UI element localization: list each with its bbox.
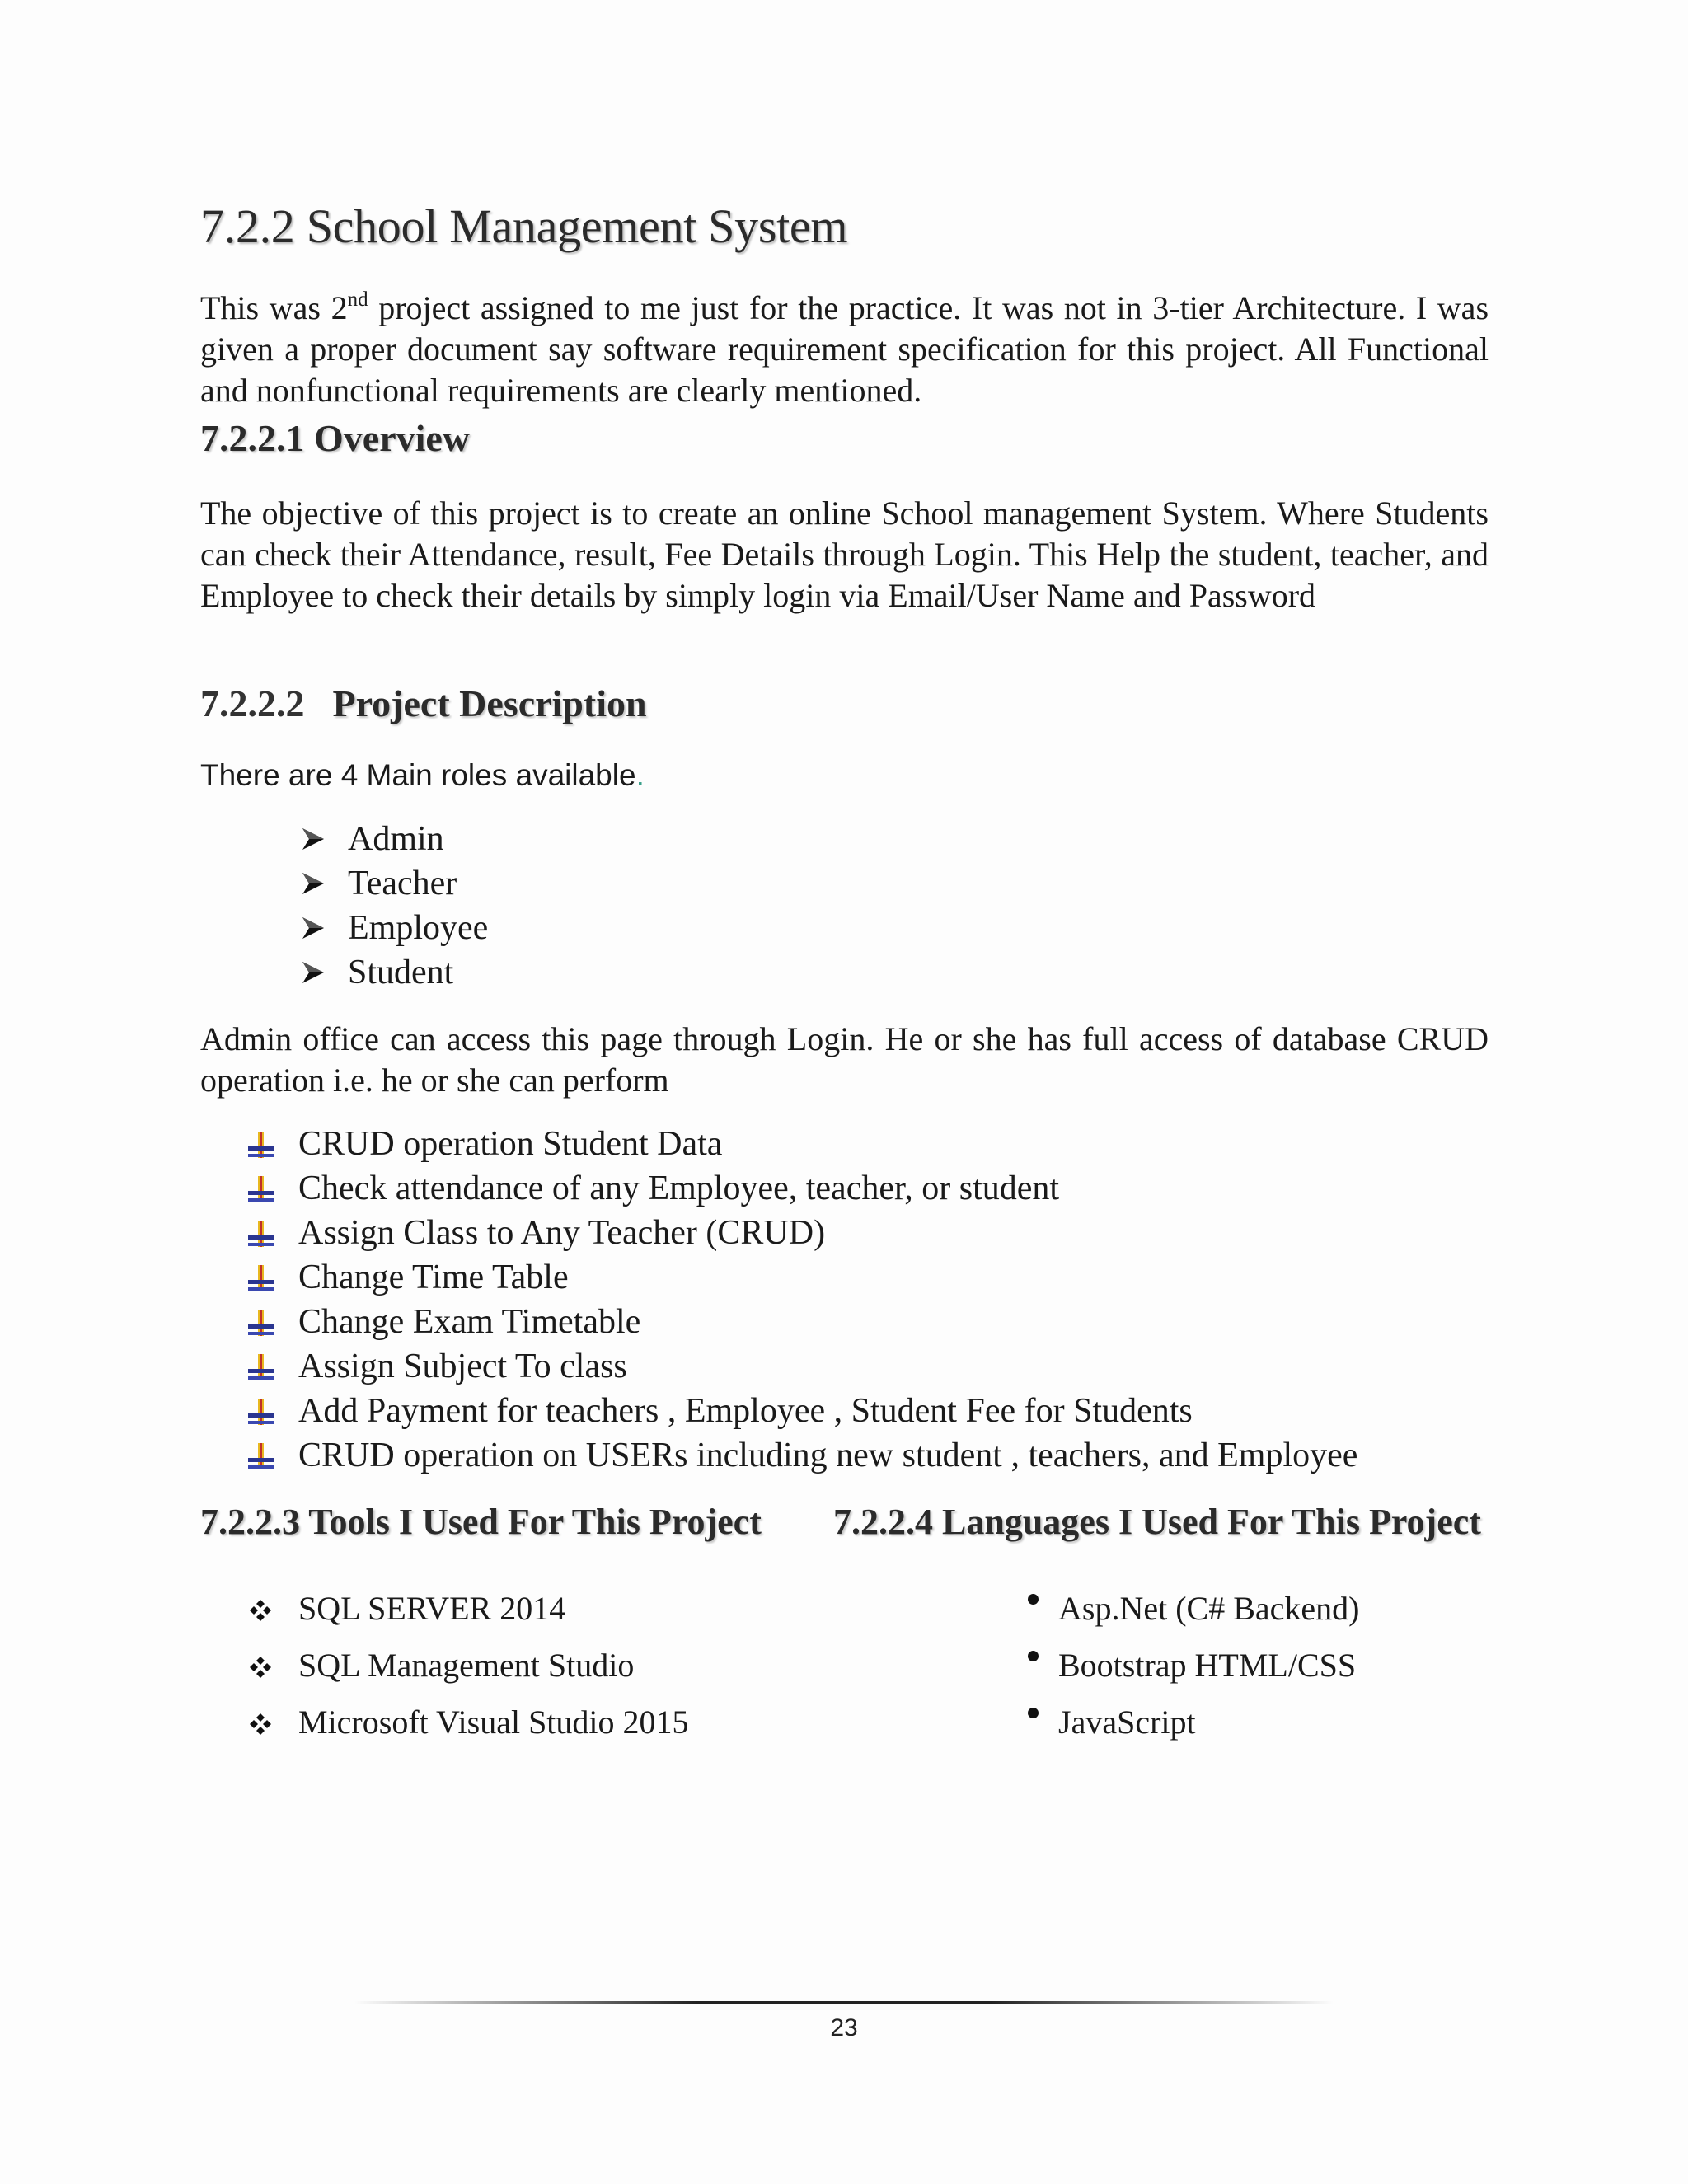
tool-item xyxy=(247,1694,689,1750)
roles-intro-period: . xyxy=(635,758,645,792)
tool-item-label: SQL Management Studio xyxy=(298,1647,635,1684)
language-item xyxy=(1025,1637,1359,1694)
intro-text-start: This was 2 xyxy=(200,289,348,326)
intro-superscript: nd xyxy=(347,288,368,311)
arrowhead-bullet-icon xyxy=(301,950,348,995)
overview-heading: 7.2.2.1 Overview xyxy=(200,417,471,459)
role-item-label: Teacher xyxy=(348,865,457,902)
language-item xyxy=(1025,1694,1359,1750)
plus-arrow-bullet-icon xyxy=(247,1166,298,1211)
intro-text-rest: project assigned to me just for the practice. It was not in 3-tier Architecture. I was given a proper document say software requirement specification for this project. All Functional and nonfunctional requirements are clearly mentioned. xyxy=(200,289,1489,409)
four-diamond-bullet-icon xyxy=(247,1694,298,1750)
role-item xyxy=(301,950,488,995)
admin-operation-item xyxy=(247,1255,1357,1300)
plus-arrow-bullet-icon xyxy=(247,1433,298,1478)
language-item xyxy=(1025,1580,1359,1637)
languages-heading: 7.2.2.4 Languages I Used For This Project xyxy=(833,1502,1481,1542)
roles-intro-text: There are 4 Main roles available xyxy=(200,758,636,792)
role-item xyxy=(301,817,488,861)
language-item-label: JavaScript xyxy=(1058,1704,1196,1741)
four-diamond-bullet-icon xyxy=(247,1637,298,1694)
page-number: 23 xyxy=(830,2014,858,2041)
admin-operation-item-label: CRUD operation Student Data xyxy=(298,1125,723,1163)
arrowhead-bullet-icon xyxy=(301,906,348,950)
admin-operation-item xyxy=(247,1300,1357,1344)
tools-list xyxy=(247,1580,689,1750)
admin-operation-item xyxy=(247,1166,1357,1211)
admin-operation-item-label: Assign Class to Any Teacher (CRUD) xyxy=(298,1214,826,1252)
language-item-label: Bootstrap HTML/CSS xyxy=(1058,1647,1357,1684)
role-item xyxy=(301,861,488,906)
admin-operations-list xyxy=(247,1122,1357,1478)
description-heading xyxy=(200,681,647,727)
role-item-label: Employee xyxy=(348,909,489,947)
tool-item-label: SQL SERVER 2014 xyxy=(298,1590,566,1627)
tools-heading: 7.2.2.3 Tools I Used For This Project xyxy=(200,1502,762,1542)
admin-operation-item xyxy=(247,1122,1357,1166)
role-item-label: Student xyxy=(348,954,454,991)
plus-arrow-bullet-icon xyxy=(247,1300,298,1344)
four-diamond-bullet-icon xyxy=(247,1580,298,1637)
admin-operation-item xyxy=(247,1389,1357,1433)
description-heading-title: Project Description xyxy=(332,682,647,724)
admin-operation-item xyxy=(247,1344,1357,1389)
section-heading: 7.2.2 School Management System xyxy=(200,199,848,253)
footer-rule xyxy=(354,2001,1334,2004)
admin-operation-item-label: Change Time Table xyxy=(298,1258,569,1296)
arrowhead-bullet-icon xyxy=(301,817,348,861)
admin-operation-item-label: CRUD operation on USERs including new student , teachers, and Employee xyxy=(298,1436,1358,1474)
tool-item xyxy=(247,1637,689,1694)
plus-arrow-bullet-icon xyxy=(247,1122,298,1166)
roles-list xyxy=(301,817,488,995)
admin-operation-item xyxy=(247,1433,1357,1478)
admin-operation-item xyxy=(247,1211,1357,1255)
dot-bullet-icon xyxy=(1025,1580,1058,1637)
admin-operation-item-label: Add Payment for teachers , Employee , Student Fee for Students xyxy=(298,1392,1193,1430)
languages-list xyxy=(1025,1580,1359,1750)
plus-arrow-bullet-icon xyxy=(247,1389,298,1433)
admin-operation-item-label: Check attendance of any Employee, teacher, or student xyxy=(298,1169,1060,1207)
plus-arrow-bullet-icon xyxy=(247,1211,298,1255)
role-item xyxy=(301,906,488,950)
arrowhead-bullet-icon xyxy=(301,861,348,906)
admin-operation-item-label: Change Exam Timetable xyxy=(298,1303,641,1341)
admin-operation-item-label: Assign Subject To class xyxy=(298,1347,627,1385)
dot-bullet-icon xyxy=(1025,1694,1058,1750)
role-item-label: Admin xyxy=(348,820,444,858)
tool-item-label: Microsoft Visual Studio 2015 xyxy=(298,1704,689,1741)
description-heading-number: 7.2.2.2 xyxy=(200,682,305,724)
plus-arrow-bullet-icon xyxy=(247,1344,298,1389)
admin-text: Admin office can access this page through Login. He or she has full access of database CRUD operation i.e. he or she can perform xyxy=(200,1020,1489,1099)
plus-arrow-bullet-icon xyxy=(247,1255,298,1300)
roles-intro xyxy=(200,757,645,794)
overview-text: The objective of this project is to create an online School management System. Where Students can check their Attendance, result, Fee Details through Login. This Help the student, teacher, and Employee to check their details by simply login via Email/User Name and Password xyxy=(200,494,1489,614)
section-intro xyxy=(200,288,1489,411)
tool-item xyxy=(247,1580,689,1637)
dot-bullet-icon xyxy=(1025,1637,1058,1694)
language-item-label: Asp.Net (C# Backend) xyxy=(1058,1590,1360,1627)
